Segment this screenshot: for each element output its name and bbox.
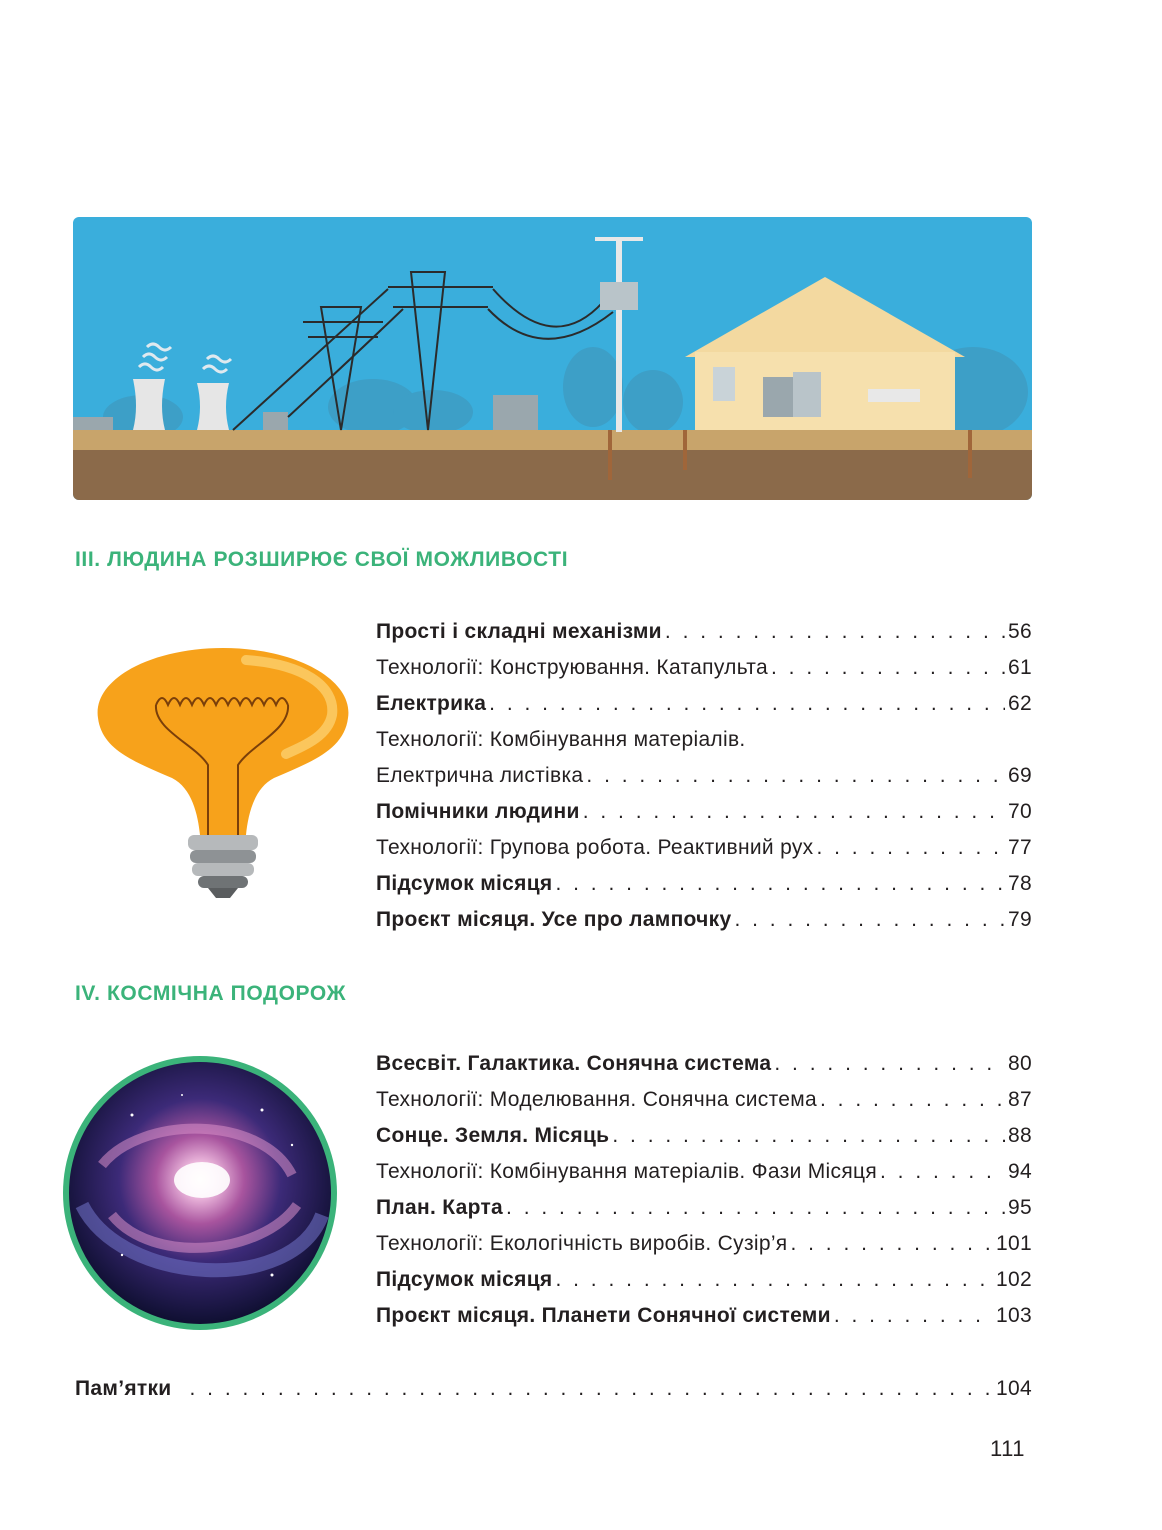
toc-list	[376, 614, 1032, 938]
section-title: IV. КОСМІЧНА ПОДОРОЖ	[75, 982, 347, 1005]
toc-item[interactable]: Всесвіт. Галактика. Сонячна система . . . 80	[376, 1046, 1032, 1082]
toc-item[interactable]: Технології: Комбінування матеріалів. Фази Місяця . . . 94	[376, 1154, 1032, 1190]
toc-item[interactable]: Підсумок місяця . . . 78	[376, 866, 1032, 902]
toc-item[interactable]: Сонце. Земля. Місяць . . . 88	[376, 1118, 1032, 1154]
toc-item[interactable]: Технології: Екологічність виробів. Сузір’я . . . 101	[376, 1226, 1032, 1262]
toc-item[interactable]: Підсумок місяця . . . 102	[376, 1262, 1032, 1298]
toc-item[interactable]: Прості і складні механізми . . . 56	[376, 614, 1032, 650]
toc-item[interactable]: Проєкт місяця. Планети Сонячної системи . . . 103	[376, 1298, 1032, 1334]
toc-item[interactable]: Помічники людини . . . 70	[376, 794, 1032, 830]
toc-item[interactable]: Електрика . . . 62	[376, 686, 1032, 722]
toc-item[interactable]: План. Карта . . . 95	[376, 1190, 1032, 1226]
galaxy-icon	[62, 1055, 338, 1331]
toc-item[interactable]: Технології: Групова робота. Реактивний рух . . . 77	[376, 830, 1032, 866]
light-bulb-icon	[96, 640, 351, 902]
toc-item[interactable]: Технології: Конструювання. Катапульта . . . 61	[376, 650, 1032, 686]
toc-item[interactable]: Технології: Комбінування матеріалів.	[376, 728, 746, 751]
toc-list	[376, 1046, 1032, 1334]
section-title: III. ЛЮДИНА РОЗШИРЮЄ СВОЇ МОЖЛИВОСТІ	[75, 548, 569, 571]
toc-item[interactable]: Пам’ятки . . . 104	[75, 1371, 1032, 1407]
toc-item[interactable]: Технології: Моделювання. Сонячна система . . . 87	[376, 1082, 1032, 1118]
page-number: 111	[990, 1436, 1025, 1461]
toc-item[interactable]: Проєкт місяця. Усе про лампочку . . . 79	[376, 902, 1032, 938]
electricity-banner	[73, 217, 1032, 500]
memo-row	[75, 1371, 1032, 1407]
toc-item[interactable]: Електрична листівка . . . 69	[376, 758, 1032, 794]
power-grid-illustration	[73, 217, 1032, 500]
